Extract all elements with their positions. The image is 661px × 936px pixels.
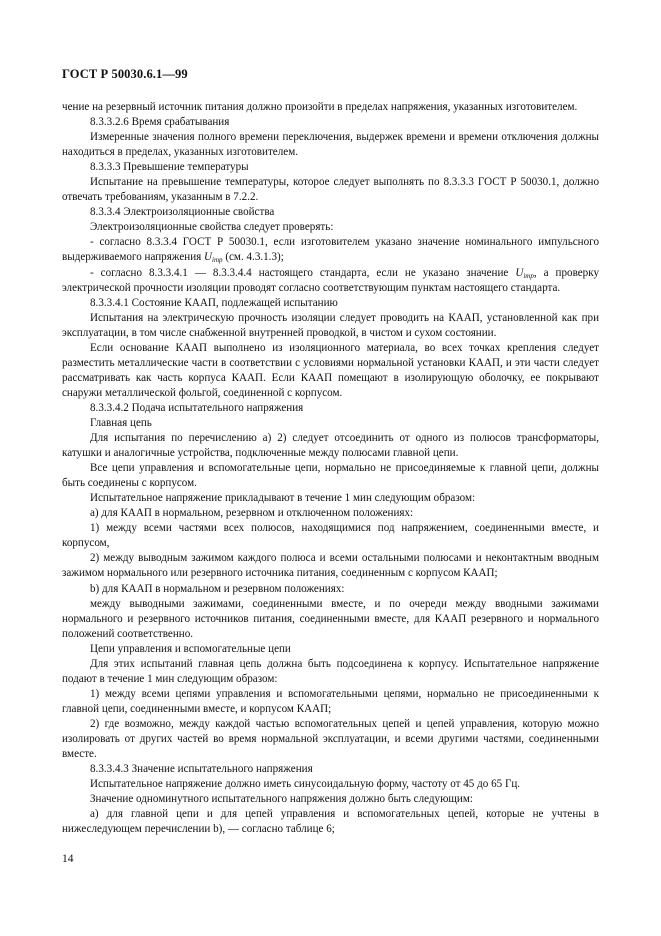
paragraph: Все цепи управления и вспомогательные цепи, нормально не присоединяемые к главной цепи, должны быть соединены с корпусом. [62,462,599,490]
paragraph: Для испытания по перечислению а) 2) следует отсоединить от одного из полюсов трансформаторы, катушки и аналогичные устройства, подключенные между полюсами главной цепи. [62,432,599,460]
list-item: а) для главной цепи и для цепей управления и вспомогательных цепей, которые не учтены в нижеследующем перечислении b), — согласно таблице 6; [62,808,599,836]
list-item: 2) между выводным зажимом каждого полюса и всеми остальными полюсами и неконтактным вводным зажимом нормального или резервного источника питания, соединенным с корпусом КААП; [62,552,599,580]
paragraph: между выводными зажимами, соединенными вместе, и по очереди между вводными зажимами нормального и резервного источников питания, соединенными вместе, для КААП резервного и нормального положений соответственно. [62,597,599,640]
paragraph: Измеренные значения полного времени переключения, выдержек времени и времени отключения должны находиться в пределах, указанных изготовителем. [62,131,599,159]
section-heading: 8.3.3.4.1 Состояние КААП, подлежащей испытанию [90,296,338,309]
paragraph [62,235,599,265]
paragraph [62,266,599,296]
paragraph: Если основание КААП выполнено из изоляционного материала, во всех точках крепления следует разместить металлические части в соответствии с условиями нормальной установки КААП, и эти части следует рассматривать как часть корпуса КААП. Если КААП помещают в изолирующую оболочку, ее покрывают снаружи металлической фольгой, соединенной с корпусом. [62,341,599,399]
section-heading: 8.3.3.4 Электроизоляционные свойства [90,206,275,219]
section-heading: 8.3.3.4.3 Значение испытательного напряжения [90,763,313,776]
paragraph: Электроизоляционные свойства следует проверять: [90,221,334,234]
text-fragment: - согласно 8.3.3.4 ГОСТ Р 50030.1, если изготовителем указано значение номинального импульсного выдерживаемого напряжения [62,236,599,264]
u-imp-symbol: $U_{imp}$ [515,266,534,280]
paragraph: чение на резервный источник питания должно произойти в пределах напряжения, указанных изготовителем. [62,101,578,113]
section-heading: 8.3.3.3 Превышение температуры [90,161,249,174]
document-body [62,100,599,837]
list-item: 2) где возможно, между каждой частью вспомогательных цепей и цепей управления, которую можно изолировать от других частей во время нормальной эксплуатации, и всеми другими частями, соединенными вместе. [62,717,599,761]
paragraph: Испытательное напряжение должно иметь синусоидальную форму, частоту от 45 до 65 Гц. [90,778,521,791]
paragraph: Значение одноминутного испытательного напряжения должно быть следующим: [90,793,473,806]
u-imp-symbol: $U_{imp}$ [204,251,223,265]
subsection-heading: Главная цепь [90,416,152,429]
list-item: 1) между всеми цепями управления и вспомогательными цепями, нормально не присоединенными к главной цепи, соединенными вместе, и корпусом КААП; [62,687,599,715]
list-item: 1) между всеми частями всех полюсов, находящимися под напряжением, соединенными вместе, и корпусом, [62,522,599,550]
text-fragment: (см. 4.3.1.3); [225,251,284,264]
paragraph: Испытания на электрическую прочность изоляции следует проводить на КААП, установленной как при эксплуатации, в том числе снабженной внутренней проводкой, в чистом и сухом состоянии. [62,311,599,339]
paragraph: Для этих испытаний главная цепь должна быть подсоединена к корпусу. Испытательное напряжение подают в течение 1 мин следующим образом: [62,657,599,685]
paragraph: Испытание на превышение температуры, которое следует выполнять по 8.3.3.3 ГОСТ Р 50030.1, должно отвечать требованиям, указанным в 7.2.2. [62,176,599,204]
section-heading: 8.3.3.4.2 Подача испытательного напряжения [90,401,304,414]
page-number: 14 [62,853,74,865]
document-header: ГОСТ Р 50030.6.1—99 [62,67,188,81]
section-heading: 8.3.3.2.6 Время срабатывания [90,116,230,129]
subsection-heading: Цепи управления и вспомогательные цепи [90,642,291,655]
text-fragment: , а проверку электрической прочности изоляции проводят согласно соответствующим пунктам настоящего стандарта. [62,266,599,294]
text-fragment: - согласно 8.3.3.4.1 — 8.3.3.4.4 настоящего стандарта, если не указано значение [90,266,509,279]
list-item: b) для КААП в нормальном и резервном положениях: [90,582,345,595]
list-item: а) для КААП в нормальном, резервном и отключенном положениях: [90,507,414,520]
paragraph: Испытательное напряжение прикладывают в течение 1 мин следующим образом: [90,492,476,505]
